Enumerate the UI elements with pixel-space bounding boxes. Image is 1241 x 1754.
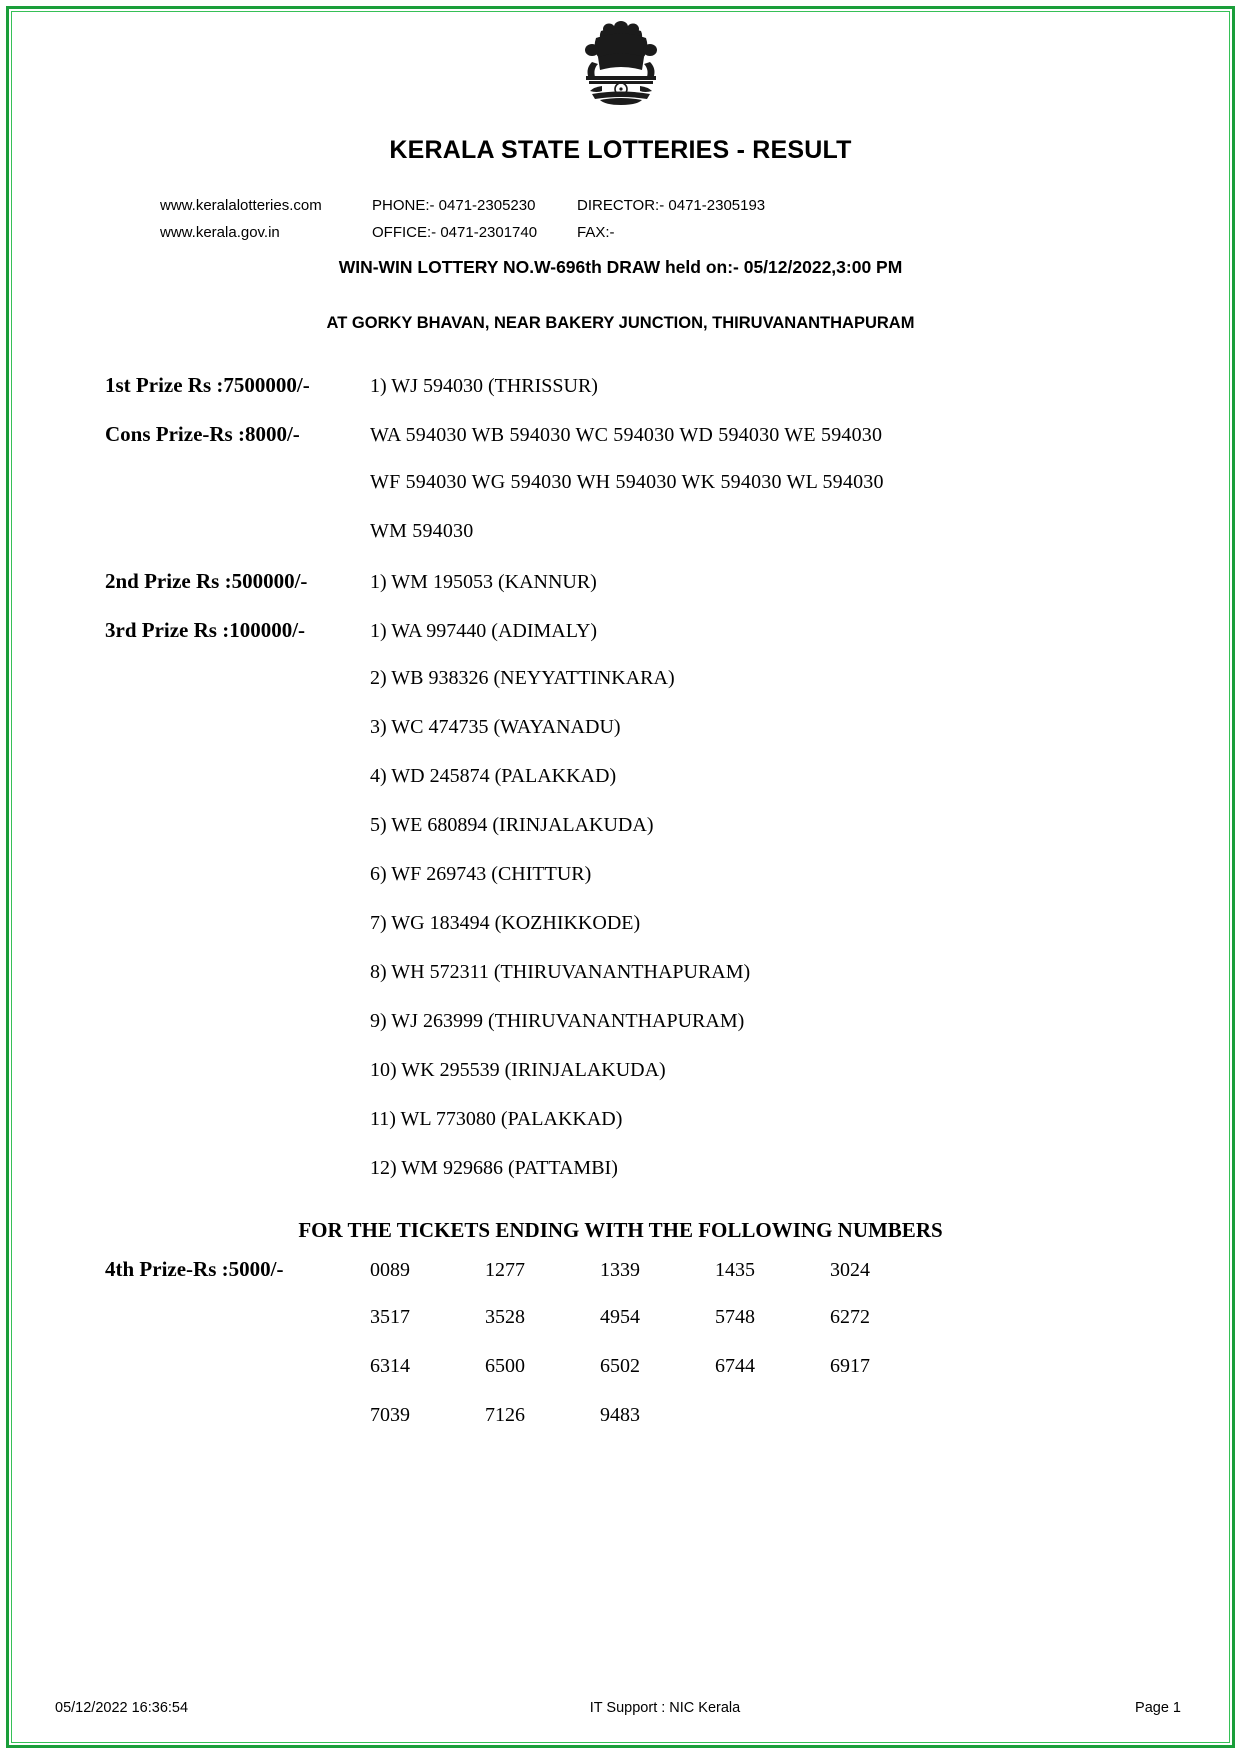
website-link-1[interactable]: www.keralalotteries.com	[160, 197, 322, 214]
contact-row	[0, 224, 1241, 241]
third-prize-entry: 1) WA 997440 (ADIMALY)	[370, 620, 598, 642]
director-number: DIRECTOR:- 0471-2305193	[577, 197, 766, 214]
prize-row-third-cont	[0, 1059, 1241, 1108]
ticket-number: 9483	[600, 1404, 640, 1426]
number-group	[370, 1355, 1241, 1378]
footer-support: IT Support : NIC Kerala	[589, 1700, 741, 1716]
ticket-number: 6314	[370, 1355, 410, 1377]
fourth-prize-row	[0, 1257, 1241, 1306]
ticket-number: 3024	[830, 1259, 870, 1281]
consolation-prize-label: Cons Prize-Rs :8000/-	[105, 422, 300, 446]
number-group	[370, 1404, 1241, 1427]
third-prize-entry: 3) WC 474735 (WAYANADU)	[370, 716, 621, 738]
prize-row-third-cont	[0, 1108, 1241, 1157]
ticket-number: 6744	[715, 1355, 755, 1377]
contact-block	[0, 197, 1241, 241]
ticket-number: 6502	[600, 1355, 640, 1377]
page-title: KERALA STATE LOTTERIES - RESULT	[389, 136, 852, 164]
ticket-number: 6272	[830, 1306, 870, 1328]
ticket-number: 1339	[600, 1259, 640, 1281]
prize-row-third-cont	[0, 1157, 1241, 1206]
fourth-prize-row	[0, 1404, 1241, 1453]
prize-row-consolation-cont	[0, 520, 1241, 569]
footer-timestamp: 05/12/2022 16:36:54	[55, 1700, 189, 1716]
prize-row-third-cont	[0, 912, 1241, 961]
prize-row-first	[0, 373, 1241, 422]
footer-page-number: Page 1	[1135, 1700, 1181, 1716]
office-number: OFFICE:- 0471-2301740	[372, 224, 538, 241]
contact-row	[0, 197, 1241, 214]
prize-row-third-cont	[0, 1010, 1241, 1059]
draw-info-line: WIN-WIN LOTTERY NO.W-696th DRAW held on:- 05/12/2022,3:00 PM	[338, 257, 903, 277]
ticket-number: 6500	[485, 1355, 525, 1377]
ticket-number: 7039	[370, 1404, 410, 1426]
first-prize-label: 1st Prize Rs :7500000/-	[105, 373, 310, 397]
third-prize-entry: 2) WB 938326 (NEYYATTINKARA)	[370, 667, 675, 689]
ticket-number: 3528	[485, 1306, 525, 1328]
ticket-number: 0089	[370, 1259, 410, 1281]
ticket-number: 6917	[830, 1355, 870, 1377]
third-prize-entry: 5) WE 680894 (IRINJALAKUDA)	[370, 814, 654, 836]
ticket-number: 4954	[600, 1306, 640, 1328]
ticket-number: 3517	[370, 1306, 410, 1328]
second-prize-value: 1) WM 195053 (KANNUR)	[370, 571, 597, 593]
ticket-number: 7126	[485, 1404, 525, 1426]
third-prize-entry: 6) WF 269743 (CHITTUR)	[370, 863, 592, 885]
prize-list	[0, 373, 1241, 1206]
first-prize-value: 1) WJ 594030 (THRISSUR)	[370, 375, 598, 397]
third-prize-entry: 7) WG 183494 (KOZHIKKODE)	[370, 912, 641, 934]
third-prize-entry: 11) WL 773080 (PALAKKAD)	[370, 1108, 623, 1130]
third-prize-entry: 9) WJ 263999 (THIRUVANANTHAPURAM)	[370, 1010, 745, 1032]
fourth-prize-row	[0, 1306, 1241, 1355]
prize-row-third-cont	[0, 961, 1241, 1010]
fax-number: FAX:-	[577, 224, 615, 241]
prize-row-second	[0, 569, 1241, 618]
fourth-prize-grid	[0, 1257, 1241, 1453]
third-prize-entry: 12) WM 929686 (PATTAMBI)	[370, 1157, 618, 1179]
page-footer	[0, 1700, 1241, 1716]
prize-row-third-cont	[0, 716, 1241, 765]
third-prize-entry: 10) WK 295539 (IRINJALAKUDA)	[370, 1059, 666, 1081]
prize-row-third-cont	[0, 863, 1241, 912]
website-link-2[interactable]: www.kerala.gov.in	[160, 224, 280, 241]
prize-row-consolation-cont	[0, 471, 1241, 520]
third-prize-label: 3rd Prize Rs :100000/-	[105, 618, 306, 642]
fourth-prize-row	[0, 1355, 1241, 1404]
consolation-line-2: WF 594030 WG 594030 WH 594030 WK 594030 WL 594030	[370, 471, 884, 493]
ticket-number: 1277	[485, 1259, 525, 1281]
prize-row-consolation	[0, 422, 1241, 471]
ending-numbers-heading: FOR THE TICKETS ENDING WITH THE FOLLOWING NUMBERS	[298, 1218, 943, 1242]
third-prize-entry: 8) WH 572311 (THIRUVANANTHAPURAM)	[370, 961, 751, 983]
emblem-container	[0, 0, 1241, 126]
ticket-number: 5748	[715, 1306, 755, 1328]
third-prize-entry: 4) WD 245874 (PALAKKAD)	[370, 765, 617, 787]
second-prize-label: 2nd Prize Rs :500000/-	[105, 569, 308, 593]
prize-row-third	[0, 618, 1241, 667]
number-group	[370, 1259, 1241, 1282]
phone-number: PHONE:- 0471-2305230	[372, 197, 536, 214]
prize-row-third-cont	[0, 765, 1241, 814]
venue-line: AT GORKY BHAVAN, NEAR BAKERY JUNCTION, THIRUVANANTHAPURAM	[326, 314, 915, 332]
fourth-prize-label: 4th Prize-Rs :5000/-	[105, 1257, 284, 1281]
consolation-line-1: WA 594030 WB 594030 WC 594030 WD 594030 WE 594030	[370, 424, 883, 446]
consolation-line-3: WM 594030	[370, 520, 474, 542]
number-group	[370, 1306, 1241, 1329]
india-state-emblem-icon	[556, 18, 686, 115]
ticket-number: 1435	[715, 1259, 755, 1281]
prize-row-third-cont	[0, 667, 1241, 716]
prize-row-third-cont	[0, 814, 1241, 863]
